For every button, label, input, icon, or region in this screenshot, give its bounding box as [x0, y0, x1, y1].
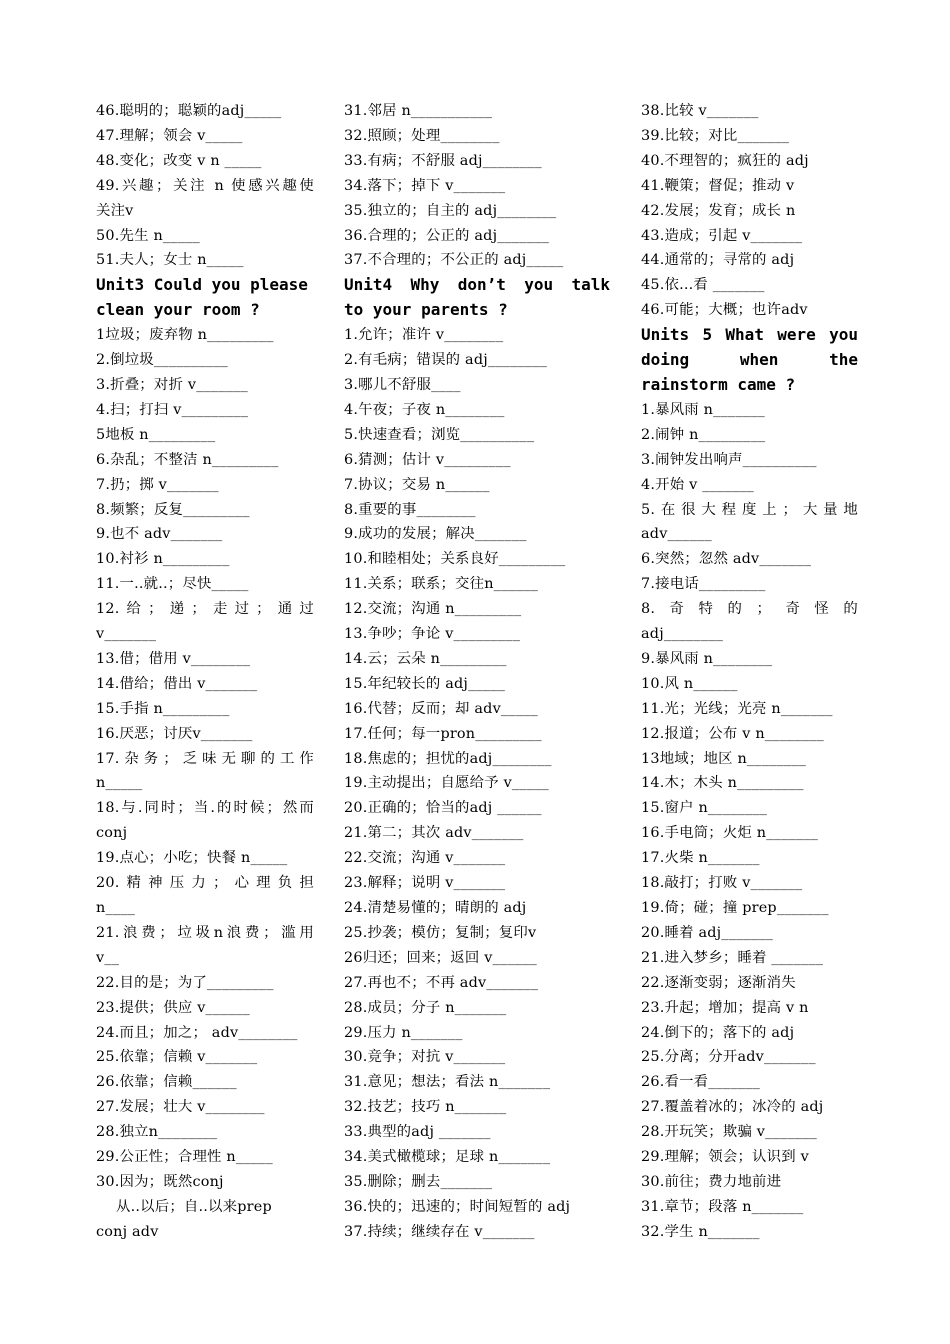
vocab-line: 23.解释；说明 v_______ [344, 875, 506, 892]
vocab-line: 3.闹钟发出响声__________ [641, 451, 817, 468]
vocab-line: 34.落下；掉下 v_______ [344, 177, 506, 194]
vocab-line: 17.火柴 n_______ [641, 850, 760, 867]
vocab-line: 41.鞭策；督促；推动 v [641, 177, 795, 194]
vocab-line: 27.覆盖着冰的；冰冷的 adj [641, 1099, 824, 1116]
unit4-heading: to your parents ? [344, 300, 508, 320]
vocab-line: 7.协议；交易 n______ [344, 476, 490, 493]
vocab-line: 32.照顾；处理________ [344, 127, 500, 144]
unit5-heading: rainstorm came ? [641, 374, 796, 394]
vocab-line: 44.通常的；寻常的 adj [641, 252, 795, 269]
vocab-line: 24.而且；加之； adv________ [96, 1024, 298, 1041]
vocab-line: 20.正确的；恰当的adj ______ [344, 800, 542, 817]
vocab-line: 13.借；借用 v________ [96, 650, 251, 667]
vocab-line: conj adv [96, 1223, 159, 1240]
vocab-line: n____ [96, 900, 136, 916]
vocab-line: 6.猜测；估计 v_________ [344, 451, 511, 468]
vocab-line: 6.杂乱；不整洁 n_________ [96, 451, 279, 468]
vocab-line: 14.借给；借出 v_______ [96, 675, 258, 692]
vocab-line: 4.午夜；子夜 n________ [344, 401, 505, 418]
vocab-line: 13.争吵；争论 v_________ [344, 626, 521, 643]
vocab-line: 42.发展；发育；成长 n [641, 202, 796, 219]
vocab-line: 13地域；地区 n________ [641, 750, 807, 767]
vocab-line: 18.与.同时；当.的时候；然而 [96, 800, 314, 817]
vocab-line: 49.兴趣；关注 n 使感兴趣使 [96, 177, 314, 194]
vocab-line: 16.厌恶；讨厌v_______ [96, 725, 253, 742]
vocab-line: 25.抄袭；模仿；复制；复印v [344, 924, 537, 941]
vocab-line: 45.依...看 _______ [641, 277, 765, 294]
vocab-line: 39.比较；对比_______ [641, 127, 790, 144]
vocab-line: 33.典型的adj _______ [344, 1124, 491, 1141]
vocab-line: 3.哪儿不舒服____ [344, 376, 461, 393]
vocab-line: 31.章节；段落 n_______ [641, 1198, 804, 1215]
vocab-line: 从..以后；自..以来prep [116, 1198, 272, 1215]
vocab-line: 24.倒下的；落下的 adj [641, 1024, 795, 1041]
vocab-line: 16.手电筒；火炬 n_______ [641, 825, 819, 842]
vocab-line: 28.独立n________ [96, 1124, 218, 1141]
vocab-line: 8.奇特的；奇怪的 [641, 601, 858, 618]
vocab-line: 1.允许；准许 v________ [344, 327, 504, 344]
vocab-line: 19.点心；小吃；快餐 n_____ [96, 850, 288, 867]
vocab-line: 7.接电话_________ [641, 576, 766, 593]
vocab-line: 32.技艺；技巧 n_______ [344, 1099, 507, 1116]
vocab-line: 46.聪明的；聪颖的adj_____ [96, 103, 282, 119]
vocab-line: 26.依靠；信赖______ [96, 1074, 237, 1091]
vocab-line: 51.夫人；女士 n_____ [96, 252, 244, 269]
vocab-line: 9.暴风雨 n________ [641, 650, 773, 667]
vocab-line: 22.逐渐变弱；逐渐消失 [641, 974, 796, 991]
vocab-line: 47.理解；领会 v_____ [96, 127, 243, 144]
vocab-line: 12.交流；沟通 n_________ [344, 601, 522, 618]
vocab-line: 11.关系；联系；交往n______ [344, 576, 539, 593]
vocab-line: 17.任何；每一pron_________ [344, 725, 542, 742]
column-right [641, 99, 858, 1245]
vocab-line: 6.突然；忽然 adv_______ [641, 551, 812, 568]
vocab-line: 9.也不 adv_______ [96, 526, 223, 543]
vocab-line: 15.窗户 n________ [641, 800, 768, 817]
vocab-line: 9.成功的发展；解决_______ [344, 526, 527, 543]
vocab-line: 29.公正性；合理性 n_____ [96, 1149, 273, 1166]
vocab-line: 35.删除；删去_______ [344, 1173, 493, 1190]
vocab-line: 12.给；递；走过；通过 [96, 601, 314, 618]
vocab-line: 14.木；木头 n_________ [641, 775, 804, 792]
unit5-heading: Units 5 What were you [641, 325, 858, 345]
vocab-line: 10.风 n______ [641, 675, 738, 692]
vocab-line: v__ [96, 949, 120, 966]
column-middle [344, 99, 610, 1245]
vocab-line: 33.有病；不舒服 adj________ [344, 152, 542, 169]
vocab-line: 25.依靠；信赖 v_______ [96, 1049, 258, 1066]
vocab-line: 4.开始 v _______ [641, 476, 754, 493]
vocab-line: 22.交流；沟通 v_______ [344, 850, 506, 867]
unit4-heading: Unit4 Why don’t you talk [344, 275, 610, 295]
vocab-line: adv______ [641, 526, 712, 543]
vocab-line: 关注v [96, 202, 134, 219]
vocab-line: 18.焦虑的；担忧的adj________ [344, 750, 552, 767]
vocab-line: 20.精神压力；心理负担 [96, 875, 314, 892]
vocab-line: 31.邻居 n___________ [344, 103, 493, 119]
column-left [96, 99, 314, 1245]
vocab-line: 2.有毛病；错误的 adj________ [344, 352, 548, 369]
vocab-line: 46.可能；大概；也许adv [641, 302, 808, 319]
vocab-line: adj________ [641, 626, 724, 643]
vocab-line: 16.代替；反而；却 adv_____ [344, 700, 538, 717]
vocab-line: 2.倒垃圾__________ [96, 352, 228, 369]
vocab-line: 17.杂务；乏味无聊的工作 [96, 750, 314, 767]
vocab-line: 3.折叠；对折 v_______ [96, 376, 248, 393]
vocab-line: 10.和睦相处；关系良好_________ [344, 551, 566, 568]
vocab-line: 12.报道；公布 v n________ [641, 725, 824, 742]
vocab-line: 28.成员；分子 n_______ [344, 999, 507, 1016]
vocab-line: 15.年纪较长的 adj_____ [344, 675, 506, 692]
vocab-line: 11.光；光线；光亮 n_______ [641, 700, 833, 717]
vocab-line: 21.进入梦乡；睡着 _______ [641, 949, 824, 966]
vocab-line: 37.持续；继续存在 v_______ [344, 1223, 535, 1240]
vocab-line: 22.目的是；为了_________ [96, 974, 274, 991]
vocabulary-page [96, 99, 858, 1259]
vocab-line: conj [96, 825, 128, 842]
unit3-heading: clean your room ? [96, 300, 260, 320]
vocab-line: 5地板 n_________ [96, 426, 216, 443]
vocab-line: 32.学生 n_______ [641, 1223, 760, 1240]
vocab-line: 25.分离；分开adv_______ [641, 1049, 816, 1066]
vocab-line: 50.先生 n_____ [96, 227, 200, 244]
vocab-line: 21.第二；其次 adv_______ [344, 825, 524, 842]
vocab-line: 23.升起；增加；提高 v n [641, 999, 809, 1016]
vocab-line: 38.比较 v_______ [641, 103, 759, 119]
vocab-line: 37.不合理的；不公正的 adj_____ [344, 252, 564, 269]
vocab-line: 29.理解；领会；认识到 v [641, 1149, 809, 1166]
vocab-line: n_____ [96, 775, 143, 792]
vocab-line: 2.闹钟 n_________ [641, 426, 766, 443]
vocab-line: 14.云；云朵 n_________ [344, 650, 507, 667]
vocab-line: 27.发展；壮大 v________ [96, 1099, 265, 1116]
vocab-line: 4.扫；打扫 v_________ [96, 401, 249, 418]
vocab-line: 10.衬衫 n_________ [96, 551, 230, 568]
vocab-line: 30.竞争；对抗 v_______ [344, 1049, 506, 1066]
vocab-line: 31.意见；想法；看法 n_______ [344, 1074, 551, 1091]
vocab-line: 26.看一看_______ [641, 1074, 761, 1091]
vocab-line: 7.扔；掷 v_______ [96, 476, 219, 493]
vocab-line: 27.再也不；不再 adv_______ [344, 974, 539, 991]
vocab-line: 30.因为；既然conj [96, 1173, 224, 1190]
vocab-line: 30.前往；费力地前进 [641, 1173, 782, 1190]
vocab-line: 36.合理的；公正的 adj_______ [344, 227, 550, 244]
vocab-line: 5.快速查看；浏览__________ [344, 426, 535, 443]
vocab-line: 36.快的；迅速的；时间短暂的 adj [344, 1198, 571, 1215]
vocab-line: 26归还；回来；返回 v______ [344, 949, 537, 966]
vocab-line: 28.开玩笑；欺骗 v_______ [641, 1124, 817, 1141]
vocab-line: v_______ [96, 626, 157, 643]
vocab-line: 19.倚；碰；撞 prep_______ [641, 900, 829, 916]
vocab-line: 8.频繁；反复_________ [96, 501, 250, 518]
vocab-line: 11.一..就..；尽快_____ [96, 576, 249, 593]
vocab-line: 1垃圾；废弃物 n_________ [96, 327, 274, 344]
unit5-heading: doing when the [641, 350, 858, 370]
vocab-line: 24.清楚易懂的；晴朗的 adj [344, 900, 527, 916]
vocab-line: 20.睡着 adj_______ [641, 924, 774, 941]
vocab-line: 48.变化；改变 v n _____ [96, 152, 262, 169]
vocab-line: 34.美式橄榄球；足球 n_______ [344, 1149, 551, 1166]
vocab-line: 21.浪费；垃圾n浪费；滥用 [96, 924, 314, 941]
vocab-line: 19.主动提出；自愿给予 v_____ [344, 775, 549, 792]
vocab-line: 23.提供；供应 v______ [96, 999, 250, 1016]
vocab-line: 8.重要的事________ [344, 501, 476, 518]
unit3-heading: Unit3 Could you please [96, 275, 308, 295]
vocab-line: 43.造成；引起 v_______ [641, 227, 803, 244]
vocab-line: 35.独立的；自主的 adj________ [344, 202, 557, 219]
vocab-line: 5.在很大程度上；大量地 [641, 501, 858, 518]
vocab-line: 18.敲打；打败 v_______ [641, 875, 803, 892]
vocab-line: 15.手指 n_________ [96, 700, 230, 717]
vocab-line: 29.压力 n_______ [344, 1024, 463, 1041]
vocab-line: 40.不理智的；疯狂的 adj [641, 152, 809, 169]
vocab-line: 1.暴风雨 n_______ [641, 401, 765, 418]
